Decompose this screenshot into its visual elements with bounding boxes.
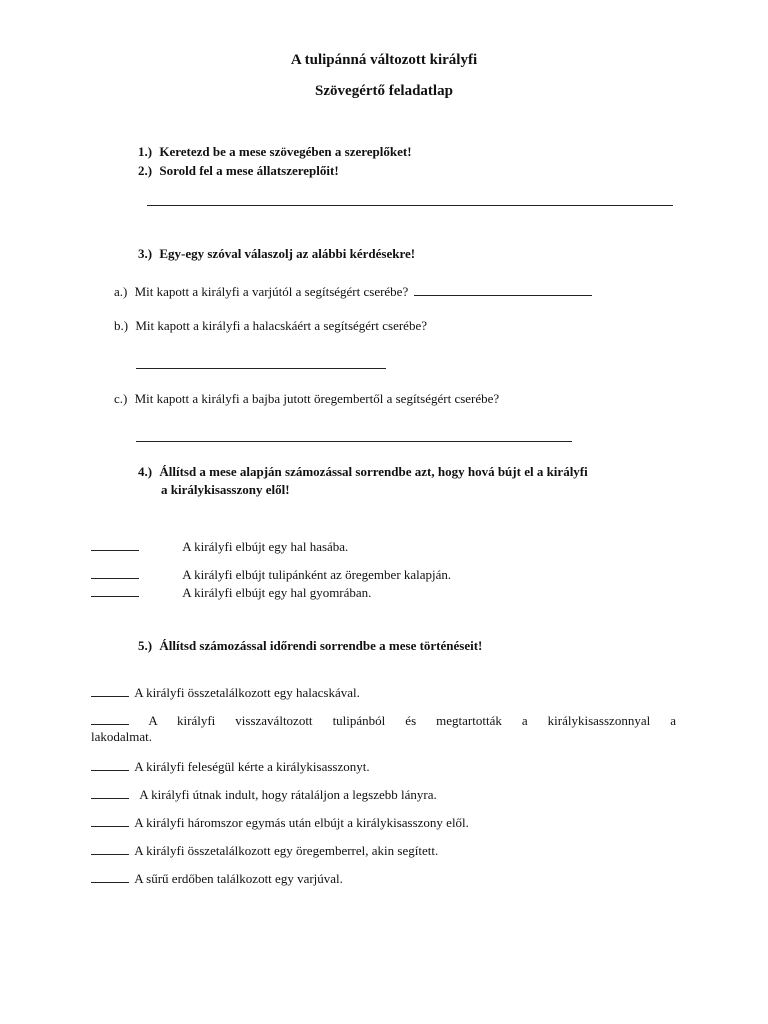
order-blank[interactable]	[91, 538, 139, 551]
q4-item-3	[91, 584, 371, 601]
answer-line-b[interactable]	[136, 368, 386, 369]
answer-line-q2[interactable]	[147, 205, 673, 206]
question-number: 3.)	[138, 246, 153, 261]
item-text: A királyfi elbújt tulipánként az öregember kalapján.	[182, 567, 452, 582]
order-blank[interactable]	[91, 584, 139, 597]
q3-item-a	[114, 283, 592, 300]
item-label: c.)	[114, 391, 128, 406]
question-2	[138, 163, 339, 179]
question-4-continued: a királykisasszony elől!	[161, 482, 290, 497]
item-text: A királyfi feleségül kérte a királykisasszonyt.	[134, 759, 370, 774]
question-number: 5.)	[138, 638, 153, 653]
order-blank[interactable]	[91, 870, 129, 883]
question-text: Sorold fel a mese állatszereplőit!	[159, 163, 339, 178]
q3-item-c	[114, 391, 499, 407]
question-4	[138, 464, 588, 480]
question-text: Állítsd a mese alapján számozással sorrendbe azt, hogy hová bújt el a királyfi	[159, 464, 588, 479]
q5-item-5	[91, 814, 469, 831]
order-blank[interactable]	[91, 684, 129, 697]
item-text: A királyfi visszaváltozott tulipánból és megtartották a királykisasszonnyal a	[148, 713, 676, 728]
item-text: A királyfi összetalálkozott egy halacskával.	[134, 685, 360, 700]
question-text: Keretezd be a mese szövegében a szereplőket!	[159, 144, 412, 159]
q5-item-2-continued: lakodalmat.	[91, 729, 153, 744]
item-text: A királyfi útnak indult, hogy rátaláljon a legszebb lányra.	[139, 787, 437, 802]
item-text: Mit kapott a királyfi a bajba jutott öregembertől a segítségért cserébe?	[134, 391, 500, 406]
order-blank[interactable]	[91, 712, 129, 725]
item-text: A királyfi elbújt egy hal hasába.	[182, 539, 349, 554]
question-5	[138, 638, 482, 654]
item-text: A királyfi háromszor egymás után elbújt a királykisasszony elől.	[134, 815, 469, 830]
q3-item-b	[114, 318, 427, 334]
item-text: A sűrű erdőben találkozott egy varjúval.	[134, 871, 343, 886]
q5-item-4	[91, 786, 437, 803]
item-text: A királyfi összetalálkozott egy öregemberrel, akin segített.	[134, 843, 439, 858]
page-title: A tulipánná változott királyfi	[290, 52, 478, 68]
order-blank[interactable]	[91, 566, 139, 579]
q4-item-1	[91, 538, 348, 555]
order-blank[interactable]	[91, 758, 129, 771]
order-blank[interactable]	[91, 814, 129, 827]
q5-item-1	[91, 684, 360, 701]
q4-item-2	[91, 566, 451, 583]
q5-item-6	[91, 842, 438, 859]
item-text: A királyfi elbújt egy hal gyomrában.	[182, 585, 372, 600]
q5-item-3	[91, 758, 370, 775]
question-1	[138, 144, 412, 160]
question-number: 1.)	[138, 144, 153, 159]
question-number: 4.)	[138, 464, 153, 479]
answer-blank-a[interactable]	[414, 283, 592, 296]
answer-line-c[interactable]	[136, 441, 572, 442]
question-text: Egy-egy szóval válaszolj az alábbi kérdésekre!	[159, 246, 416, 261]
item-label: b.)	[114, 318, 129, 333]
q5-item-2	[91, 712, 676, 729]
question-number: 2.)	[138, 163, 153, 178]
q5-item-7	[91, 870, 343, 887]
item-label: a.)	[114, 284, 128, 299]
item-text: Mit kapott a királyfi a halacskáért a segítségért cserébe?	[135, 318, 427, 333]
order-blank[interactable]	[91, 786, 129, 799]
page-subtitle: Szövegértő feladatlap	[315, 83, 453, 99]
question-text: Állítsd számozással időrendi sorrendbe a mese történéseit!	[159, 638, 483, 653]
order-blank[interactable]	[91, 842, 129, 855]
item-text: Mit kapott a királyfi a varjútól a segítségért cserébe?	[134, 284, 409, 299]
question-3	[138, 246, 415, 262]
